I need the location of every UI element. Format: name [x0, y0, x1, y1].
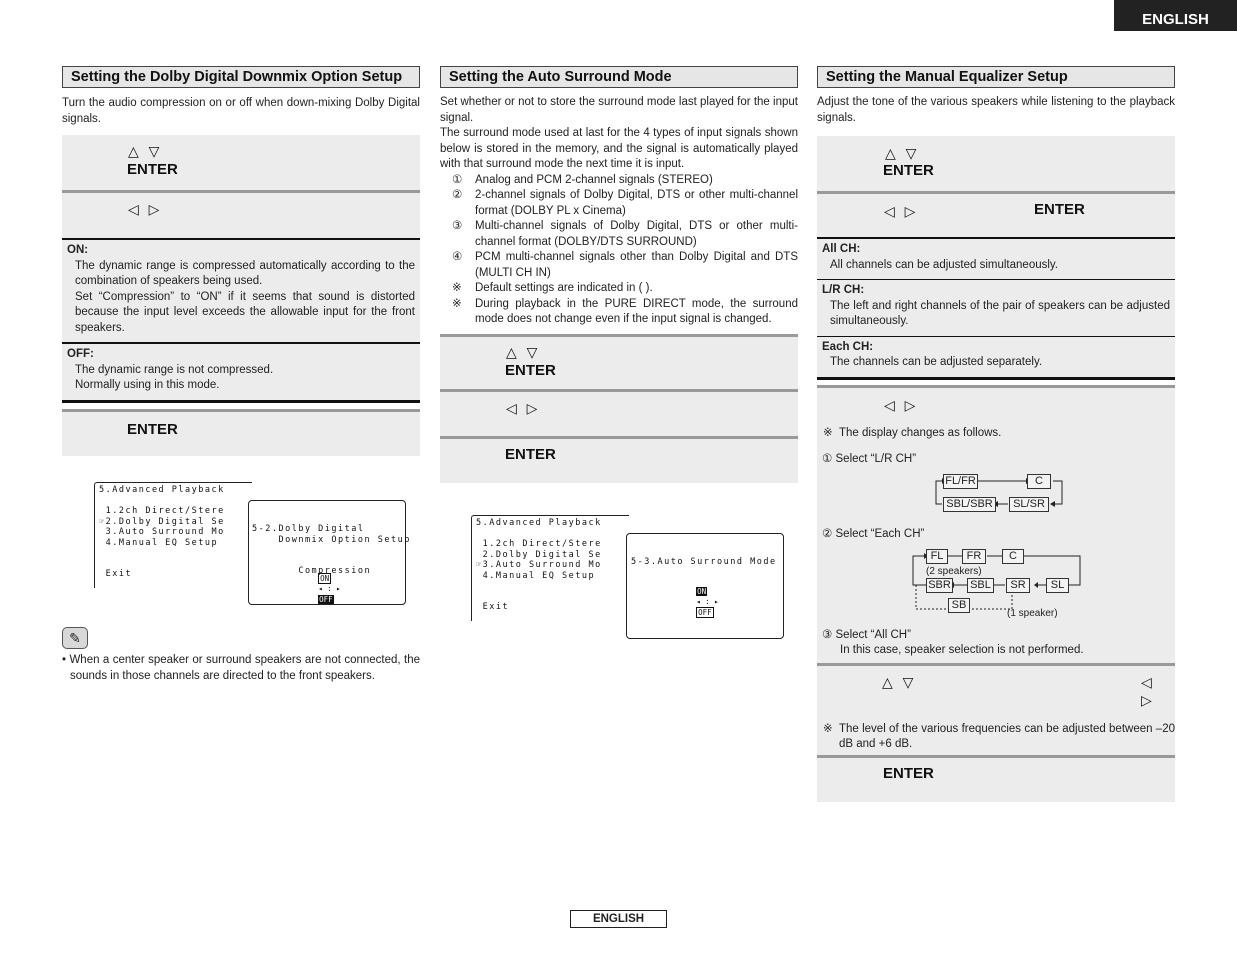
two-speakers-label: (2 speakers)	[926, 566, 982, 577]
one-speaker-label: (1 speaker)	[1007, 608, 1058, 619]
list-item: ① Analog and PCM 2-channel signals (STEREO)	[452, 173, 713, 186]
enter-button-label: ENTER	[1034, 201, 1085, 218]
osd-advanced-playback: 5.Advanced Playback 1.2ch Direct/Stere 2.Dolby Digital Se ☞3.Auto Surround Mo 4.Manual EQ Setup Exit	[471, 515, 629, 621]
language-tab: ENGLISH	[1114, 0, 1237, 31]
option-off: OFF: The dynamic range is not compressed. Normally using in this mode.	[62, 342, 420, 403]
osd-on-off-value: ON ◂ : ▸ OFF	[696, 586, 719, 617]
enter-button-label: ENTER	[127, 420, 178, 438]
option-on: ON: The dynamic range is compressed automatically according to the combination of speakers being used. Set “Compression” to “ON” if it seems that sound is distorted because the input level exceeds the allowable input for the front speakers.	[62, 238, 420, 342]
osd-auto-surround-mode: 5-3.Auto Surround Mode ON ◂ : ▸ OFF	[626, 533, 784, 639]
speaker-box-fl-fr: FL/FR	[943, 474, 978, 489]
step-5	[817, 755, 1175, 802]
step-1	[817, 136, 1175, 191]
list-item: ③ Multi-channel signals of Dolby Digital, DTS or other multi-channel format (DOLBY/DTS SURROUND)	[452, 220, 798, 248]
left-right-arrows-icon: ◁ ▷	[884, 203, 919, 219]
step-3	[817, 385, 1175, 663]
osd-on-off-value: ON ◂ : ▸ OFF	[318, 573, 341, 604]
step-1	[62, 135, 420, 190]
step-3	[440, 436, 798, 483]
list-item: ② 2-channel signals of Dolby Digital, DTS or other multi-channel format (DOLBY PL x Cinema)	[452, 189, 798, 217]
input-signal-list	[440, 173, 798, 328]
section-intro: Adjust the tone of the various speakers while listening to the playback signals.	[817, 96, 1175, 124]
enter-button-label: ENTER	[505, 445, 556, 463]
select-all-label: ③ Select “All CH”	[822, 628, 911, 641]
step-2	[817, 191, 1175, 237]
step-3	[62, 409, 420, 456]
select-each-label: ② Select “Each CH”	[822, 527, 925, 540]
select-lr-label: ① Select “L/R CH”	[822, 452, 917, 465]
column-dolby-downmix	[62, 66, 420, 456]
footer-language-label: ENGLISH	[570, 910, 667, 928]
option-lr-ch: L/R CH: The left and right channels of the pair of speakers can be adjusted simultaneously.	[817, 279, 1175, 336]
options-panel	[62, 238, 420, 403]
level-note: ※ The level of the various frequencies can be adjusted between –20 dB and +6 dB.	[823, 722, 1175, 751]
up-down-arrows-icon: △ ▽	[882, 673, 917, 690]
speaker-box-sbl-sbr: SBL/SBR	[943, 497, 996, 512]
osd-advanced-playback: 5.Advanced Playback 1.2ch Direct/Stere ☞2.Dolby Digital Se 3.Auto Surround Mo 4.Manual EQ Setup Exit	[94, 482, 252, 588]
list-item: ※ Default settings are indicated in ( ).	[452, 282, 653, 294]
select-all-note: In this case, speaker selection is not performed.	[840, 643, 1084, 656]
up-down-arrows-icon: △ ▽	[506, 343, 541, 360]
enter-button-label: ENTER	[883, 162, 934, 179]
speaker-box-sl-sr: SL/SR	[1009, 497, 1049, 512]
speaker-box-sbl: SBL	[967, 578, 994, 593]
step-4	[817, 663, 1175, 755]
up-down-arrows-icon: △ ▽	[128, 143, 163, 159]
column-auto-surround	[440, 66, 798, 483]
enter-button-label: ENTER	[127, 161, 178, 178]
section-title: Setting the Manual Equalizer Setup	[817, 66, 1175, 88]
step-2	[62, 190, 420, 238]
option-all-ch: All CH: All channels can be adjusted simultaneously.	[817, 237, 1175, 279]
up-down-arrows-icon: △ ▽	[885, 145, 920, 161]
speaker-box-fl: FL	[926, 549, 948, 564]
left-right-arrows-icon: ◁ ▷	[506, 399, 541, 416]
section-intro: Turn the audio compression on or off when down-mixing Dolby Digital signals.	[62, 97, 420, 125]
left-right-arrows-icon: ◁ ▷	[1141, 673, 1155, 709]
osd-downmix-setup: 5-2.Dolby Digital Downmix Option Setup Compression ON ◂ : ▸ OFF	[248, 500, 406, 605]
section-title: Setting the Dolby Digital Downmix Option Setup	[62, 66, 420, 88]
note-text: • When a center speaker or surround speakers are not connected, the sounds in those channels are directed to the front speakers.	[62, 654, 420, 682]
list-item: ④ PCM multi-channel signals other than Dolby Digital and DTS (MULTI CH IN)	[452, 251, 798, 279]
speaker-box-sr: SR	[1006, 578, 1030, 593]
column-manual-eq	[817, 66, 1175, 802]
step-2	[440, 389, 798, 436]
section-title: Setting the Auto Surround Mode	[440, 66, 798, 88]
display-note: ※ The display changes as follows.	[823, 426, 1002, 439]
speaker-box-fr: FR	[962, 549, 986, 564]
speaker-box-sb: SB	[948, 598, 970, 613]
enter-button-label: ENTER	[505, 361, 556, 379]
options-panel	[817, 237, 1175, 380]
list-item: ※ During playback in the PURE DIRECT mode, the surround mode does not change even if the input signal is changed.	[452, 297, 798, 325]
section-intro: Set whether or not to store the surround mode last played for the input signal. The surround mode used at last for the 4 types of input signals shown below is stored in the memory, and the signal is automatically played with that surround mode the next time it is input.	[440, 96, 798, 170]
option-each-ch: Each CH: The channels can be adjusted separately.	[817, 336, 1175, 377]
pencil-note-icon: ✎	[62, 627, 88, 649]
left-right-arrows-icon: ◁ ▷	[128, 201, 163, 217]
speaker-box-sbr: SBR	[926, 578, 953, 593]
step-1	[440, 334, 798, 389]
speaker-box-c: C	[1027, 474, 1051, 489]
speaker-box-c: C	[1002, 549, 1024, 564]
enter-button-label: ENTER	[883, 764, 934, 782]
speaker-box-sl: SL	[1046, 578, 1069, 593]
left-right-arrows-icon: ◁ ▷	[884, 396, 919, 413]
